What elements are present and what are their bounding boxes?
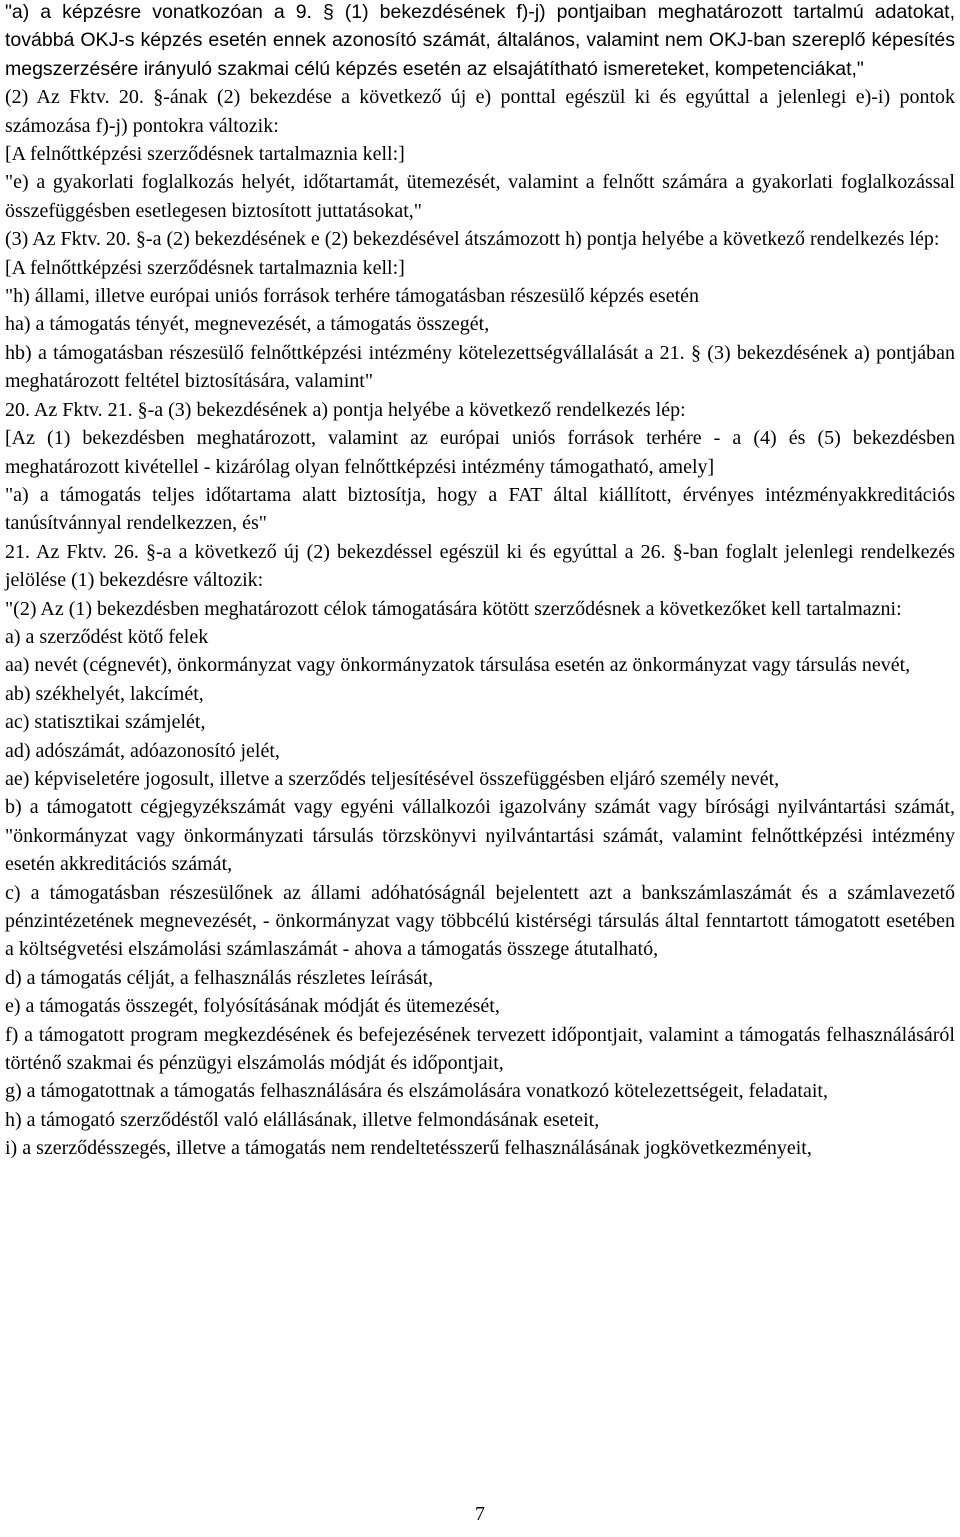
- paragraph: ab) székhelyét, lakcímét,: [5, 682, 204, 705]
- paragraph: "(2) Az (1) bekezdésben meghatározott célok támogatására kötött szerződésnek a következőket kell tartalmazni:: [5, 597, 902, 620]
- paragraph: c) a támogatásban részesülőnek az állami adóhatóságnál bejelentett azt a bankszámlaszámát és a számlavezető pénzintézetének megnevezését, - önkormányzat vagy többcélú kistérségi társulás által fenntartott támogatott esetében a költségvetési elszámolási számlaszámát - ahova a támogatás összege átutalható,: [5, 881, 955, 961]
- paragraph: hb) a támogatásban részesülő felnőttképzési intézmény kötelezettségvállalását a 21. § (3) bekezdésének a) pontjában meghatározott feltétel biztosítására, valamint": [5, 341, 955, 393]
- paragraph: h) a támogató szerződéstől való elállásának, illetve felmondásának eseteit,: [5, 1108, 600, 1131]
- document-body: [5, 0, 955, 1163]
- paragraph: a) a szerződést kötő felek: [5, 625, 209, 648]
- paragraph: "h) állami, illetve európai uniós források terhére támogatásban részesülő képzés esetén: [5, 285, 700, 308]
- paragraph: i) a szerződésszegés, illetve a támogatás nem rendeltetésszerű felhasználásának jogkövetkezményeit,: [5, 1137, 812, 1160]
- paragraph: [A felnőttképzési szerződésnek tartalmaznia kell:]: [5, 143, 405, 166]
- paragraph: "a) a képzésre vonatkozóan a 9. § (1) bekezdésének f)-j) pontjaiban meghatározott tartalmú adatokat, továbbá OKJ-s képzés esetén ennek azonosító számát, általános, valamint nem OKJ-ban szereplő képesítés megszerzésére irányuló szakmai célú képzés esetén az elsajátítható ismereteket, kompetenciákat,": [5, 1, 955, 80]
- paragraph: e) a támogatás összegét, folyósításának módját és ütemezését,: [5, 995, 500, 1018]
- paragraph: [Az (1) bekezdésben meghatározott, valamint az európai uniós források terhére - a (4) és (5) bekezdésben meghatározott kivétellel - kizárólag olyan felnőttképzési intézmény támogatható, amely]: [5, 427, 955, 478]
- paragraph: ac) statisztikai számjelét,: [5, 711, 206, 734]
- paragraph: 21. Az Fktv. 26. §-a a következő új (2) bekezdéssel egészül ki és egyúttal a 26. §-ban foglalt jelenlegi rendelkezés jelölése (1) bekezdésre változik:: [5, 540, 955, 592]
- paragraph: "a) a támogatás teljes időtartama alatt biztosítja, hogy a FAT által kiállított, érvényes intézményakkreditációs tanúsítvánnyal rendelkezzen, és": [5, 483, 955, 535]
- paragraph: ad) adószámát, adóazonosító jelét,: [5, 739, 280, 762]
- paragraph: f) a támogatott program megkezdésének és befejezésének tervezett időpontjait, valamint a támogatás felhasználásáról történő szakmai és pénzügyi elszámolás módját és időpontjait,: [5, 1023, 955, 1075]
- paragraph: (3) Az Fktv. 20. §-a (2) bekezdésének e (2) bekezdésével átszámozott h) pontja helyébe a következő rendelkezés lép:: [5, 228, 940, 251]
- paragraph: (2) Az Fktv. 20. §-ának (2) bekezdése a következő új e) ponttal egészül ki és egyúttal a jelenlegi e)-i) pontok számozása f)-j) pontokra változik:: [5, 86, 955, 137]
- paragraph: 20. Az Fktv. 21. §-a (3) bekezdésének a) pontja helyébe a következő rendelkezés lép:: [5, 398, 686, 421]
- paragraph: g) a támogatottnak a támogatás felhasználására és elszámolására vonatkozó kötelezettségeit, feladatait,: [5, 1080, 828, 1103]
- paragraph: ha) a támogatás tényét, megnevezését, a támogatás összegét,: [5, 313, 490, 336]
- paragraph: ae) képviseletére jogosult, illetve a szerződés teljesítésével összefüggésben eljáró személy nevét,: [5, 767, 780, 790]
- paragraph: b) a támogatott cégjegyzékszámát vagy egyéni vállalkozói igazolvány számát vagy bírósági nyilvántartási számát, "önkormányzat vagy önkormányzati társulás törzskönyvi nyilvántartási számát, valamint felnőttképzési intézmény esetén akkreditációs számát,: [5, 796, 955, 876]
- paragraph: aa) nevét (cégnevét), önkormányzat vagy önkormányzatok társulása esetén az önkormányzat vagy társulás nevét,: [5, 654, 911, 677]
- paragraph: [A felnőttképzési szerződésnek tartalmaznia kell:]: [5, 256, 405, 279]
- page-number: 7: [475, 1503, 485, 1525]
- paragraph: "e) a gyakorlati foglalkozás helyét, időtartamát, ütemezését, valamint a felnőtt számára a gyakorlati foglalkozással összefüggésben esetlegesen biztosított juttatásokat,": [5, 171, 955, 222]
- paragraph: d) a támogatás célját, a felhasználás részletes leírását,: [5, 966, 434, 989]
